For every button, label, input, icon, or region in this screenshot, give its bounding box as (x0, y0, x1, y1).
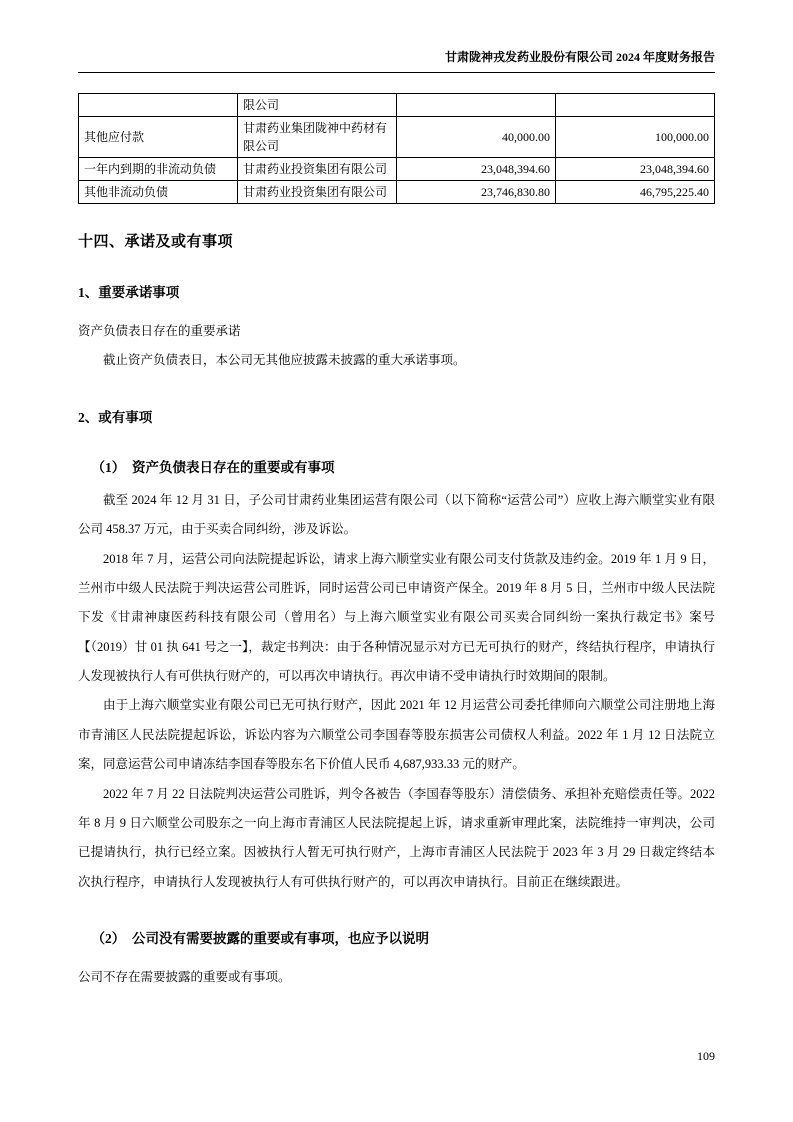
item-1-heading: （1） 资产负债表日存在的重要或有事项 (91, 459, 335, 475)
cell-amount-end (397, 94, 556, 117)
table-row (79, 117, 715, 158)
cell-company: 甘肃药业投资集团有限公司 (238, 158, 397, 181)
item-2-body (78, 963, 715, 992)
document-header-title: 甘肃陇神戎发药业股份有限公司 2024 年度财务报告 (444, 50, 715, 64)
cell-amount-begin: 23,048,394.60 (556, 158, 715, 181)
document-header (78, 48, 715, 73)
cell-company: 甘肃药业投资集团有限公司 (238, 181, 397, 204)
cell-item-name: 其他应付款 (79, 117, 238, 158)
cell-item-name: 其他非流动负债 (79, 181, 238, 204)
cell-item-name (79, 94, 238, 117)
table-row (79, 181, 715, 204)
subsection-2-heading: 2、或有事项 (78, 409, 153, 425)
cell-amount-begin: 100,000.00 (556, 117, 715, 158)
cell-company: 限公司 (238, 94, 397, 117)
table-row (79, 94, 715, 117)
item-2-heading: （2） 公司没有需要披露的重要或有事项，也应予以说明 (91, 931, 429, 946)
paragraph: 2018 年 7 月，运营公司向法院提起诉讼，请求上海六顺堂实业有限公司支付货款及违约金。2019 年 1 月 9 日，兰州市中级人民法院于判决运营公司胜诉，同时运营公司已申请资产保全。2019 年 8 月 5 日，兰州市中级人民法院下发《甘肃神康医药科技有限公司（曾用名）与上海六顺堂实业有限公司买卖合同纠纷一案执行裁定书》案号【（2019）甘 01 执 641 号之一】，裁定书判决：由于各种情况显示对方已无可执行的财产，终结执行程序，申请执行人发现被执行人有可供执行财产的，可以再次申请执行。再次申请不受申请执行时效期间的限制。 (78, 551, 715, 683)
cell-amount-end: 23,048,394.60 (397, 158, 556, 181)
page-number: 109 (697, 1049, 715, 1063)
paragraph: 截至 2024 年 12 月 31 日，子公司甘肃药业集团运营有限公司（以下简称“运营公司”）应收上海六顺堂实业有限公司 458.37 万元，由于买卖合同纠纷，涉及诉讼。 (78, 492, 715, 537)
cell-amount-begin: 46,795,225.40 (556, 181, 715, 204)
paragraph: 2022 年 7 月 22 日法院判决运营公司胜诉，判令各被告（李国春等股东）清偿债务、承担补充赔偿责任等。2022 年 8 月 9 日六顺堂公司股东之一向上海市青浦区人民法院提起上诉，请求重新审理此案，法院维持一审判决，公司已提请执行，执行已经立案。因被执行人暂无可执行财产，上海市青浦区人民法院于 2023 年 3 月 29 日裁定终结本次执行程序，申请执行人发现被执行人有可供执行财产的，可以再次申请执行。目前正在继续跟进。 (78, 786, 715, 889)
liabilities-table (78, 93, 715, 204)
paragraph-lead: 资产负债表日存在的重要承诺 (78, 324, 241, 338)
paragraph: 由于上海六顺堂实业有限公司已无可执行财产，因此 2021 年 12 月运营公司委托律师向六顺堂公司注册地上海市青浦区人民法院提起诉讼，诉讼内容为六顺堂公司李国春等股东损害公司债权人利益。2022 年 1 月 12 日法院立案，同意运营公司申请冻结李国春等股东名下价值人民币 4,687,933.33 元的财产。 (78, 698, 715, 772)
table-row (79, 158, 715, 181)
cell-amount-end: 23,746,830.80 (397, 181, 556, 204)
subsection-1-heading: 1、重要承诺事项 (78, 285, 180, 300)
item-1-body (78, 486, 715, 897)
section-14-heading: 十四、承诺及或有事项 (78, 234, 234, 250)
cell-item-name: 一年内到期的非流动负债 (79, 158, 238, 181)
paragraph: 公司不存在需要披露的重要或有事项。 (78, 970, 291, 984)
cell-company: 甘肃药业集团陇神中药材有限公司 (238, 117, 397, 158)
paragraph: 截止资产负债表日，本公司无其他应披露未披露的重大承诺事项。 (103, 353, 466, 368)
cell-amount-end: 40,000.00 (397, 117, 556, 158)
cell-amount-begin (556, 94, 715, 117)
subsection-1-body (78, 317, 715, 376)
